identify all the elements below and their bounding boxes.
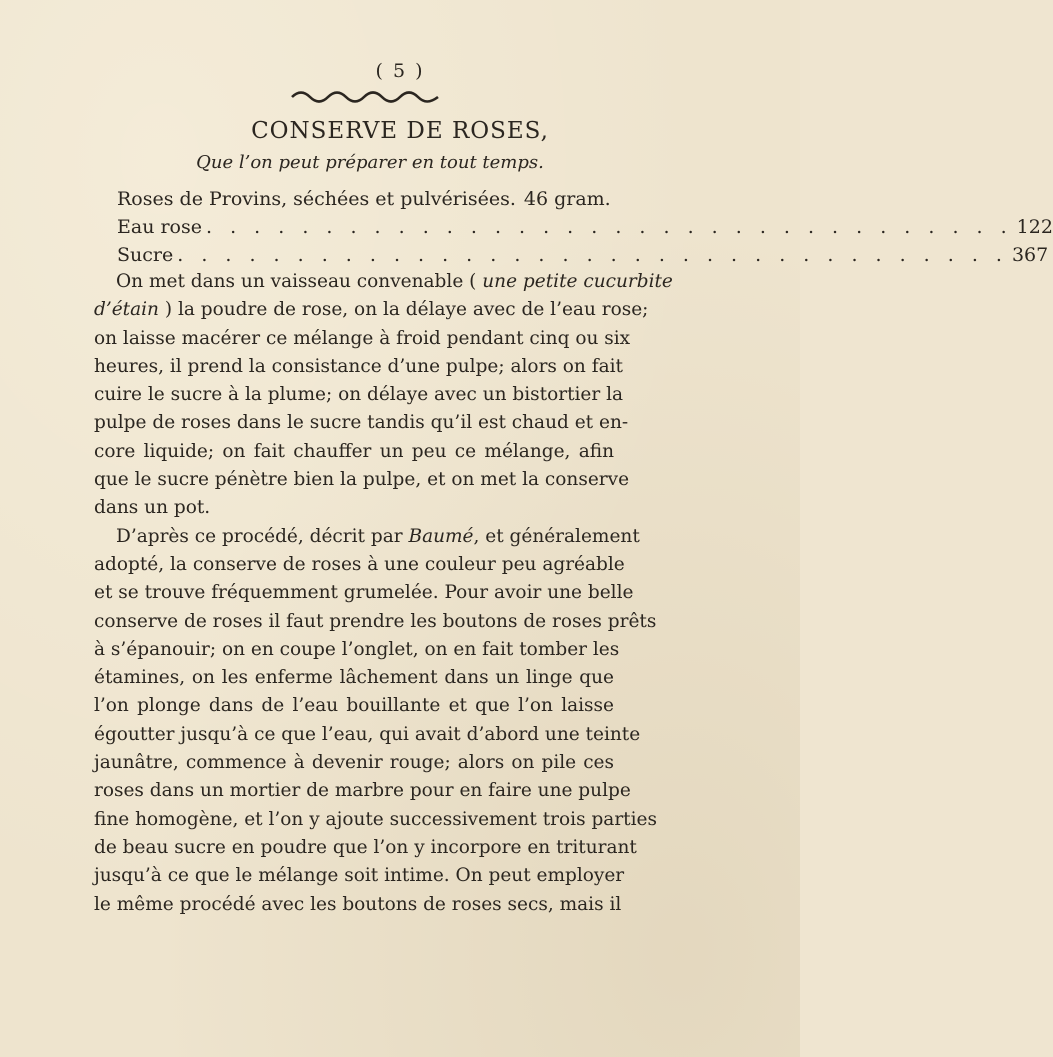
- text-line: l’on plonge dans de l’eau bouillante et que l’on laisse: [94, 695, 614, 717]
- text-line: conserve de roses il faut prendre les boutons de roses prêts: [94, 610, 657, 632]
- ingredient-name: Eau rose: [117, 216, 202, 238]
- dot-leader: . . . . . . . . . . . . . . . . . . . . . . . . . . . . . . . . . .: [206, 216, 1013, 238]
- text-line: cuire le sucre à la plume; on délaye avec un bistortier la: [94, 384, 624, 406]
- ingredient-quantity: 367: [1011, 244, 1049, 266]
- ingredient-list: [117, 188, 1053, 272]
- text-line: fine homogène, et l’on y ajoute successivement trois parties: [94, 808, 657, 830]
- ingredient-name: Roses de Provins, séchées et pulvérisées.: [117, 188, 516, 210]
- text-line: étamines, on les enferme lâchement dans un linge que: [94, 667, 614, 689]
- text-span: ) la poudre de rose, on la délaye avec de l’eau rose;: [164, 299, 649, 321]
- text-line: adopté, la conserve de roses à une couleur peu agréable: [94, 553, 625, 575]
- text-line: [94, 268, 673, 296]
- text-line: de beau sucre en poudre que l’on y incorpore en triturant: [94, 836, 637, 858]
- page-title: CONSERVE DE ROSES,: [251, 118, 549, 144]
- italic-text: Baumé: [408, 525, 474, 547]
- text-line: et se trouve fréquemment grumelée. Pour avoir une belle: [94, 582, 634, 604]
- text-line: core liquide; on fait chauffer un peu ce mélange, afin: [94, 440, 614, 462]
- page-subtitle: Que l’on peut préparer en tout temps.: [196, 152, 544, 173]
- text-line: jusqu’à ce que le mélange soit intime. On peut employer: [94, 865, 625, 887]
- ingredient-quantity: 122: [1016, 216, 1053, 238]
- recipe-body: [94, 268, 673, 919]
- text-line: à s’épanouir; on en coupe l’onglet, on en fait tomber les: [94, 638, 620, 660]
- text-line: roses dans un mortier de marbre pour en faire une pulpe: [94, 780, 631, 802]
- italic-text: d’étain: [94, 299, 159, 321]
- page-number: ( 5 ): [375, 60, 425, 82]
- text-line: [94, 523, 640, 551]
- text-span: D’après ce procédé, décrit par: [116, 525, 403, 547]
- dot-leader: . . . . . . . . . . . . . . . . . . . . . . . . . . . . . . . . . . .: [177, 244, 1008, 266]
- ingredient-row: [117, 188, 611, 216]
- wave-ornament-divider: [290, 88, 440, 106]
- ingredient-name: Sucre: [117, 244, 174, 266]
- text-line: jaunâtre, commence à devenir rouge; alors on pile ces: [94, 752, 614, 774]
- text-line: on laisse macérer ce mélange à froid pendant cinq ou six: [94, 327, 631, 349]
- italic-text: une petite cucurbite: [482, 271, 673, 292]
- text-span: , et généralement: [473, 525, 640, 547]
- text-line: égoutter jusqu’à ce que l’eau, qui avait d’abord une teinte: [94, 723, 641, 745]
- text-line: [94, 296, 649, 324]
- ingredient-row: [117, 216, 1053, 244]
- text-line: heures, il prend la consistance d’une pulpe; alors on fait: [94, 355, 623, 377]
- text-line: le même procédé avec les boutons de roses secs, mais il: [94, 893, 622, 915]
- text-line: pulpe de roses dans le sucre tandis qu’il est chaud et en-: [94, 412, 629, 434]
- text-line: que le sucre pénètre bien la pulpe, et on met la conserve: [94, 469, 630, 491]
- text-span: On met dans un vaisseau convenable (: [116, 271, 477, 292]
- text-line: dans un pot.: [94, 497, 211, 519]
- ingredient-quantity: 46 gram.: [523, 188, 611, 210]
